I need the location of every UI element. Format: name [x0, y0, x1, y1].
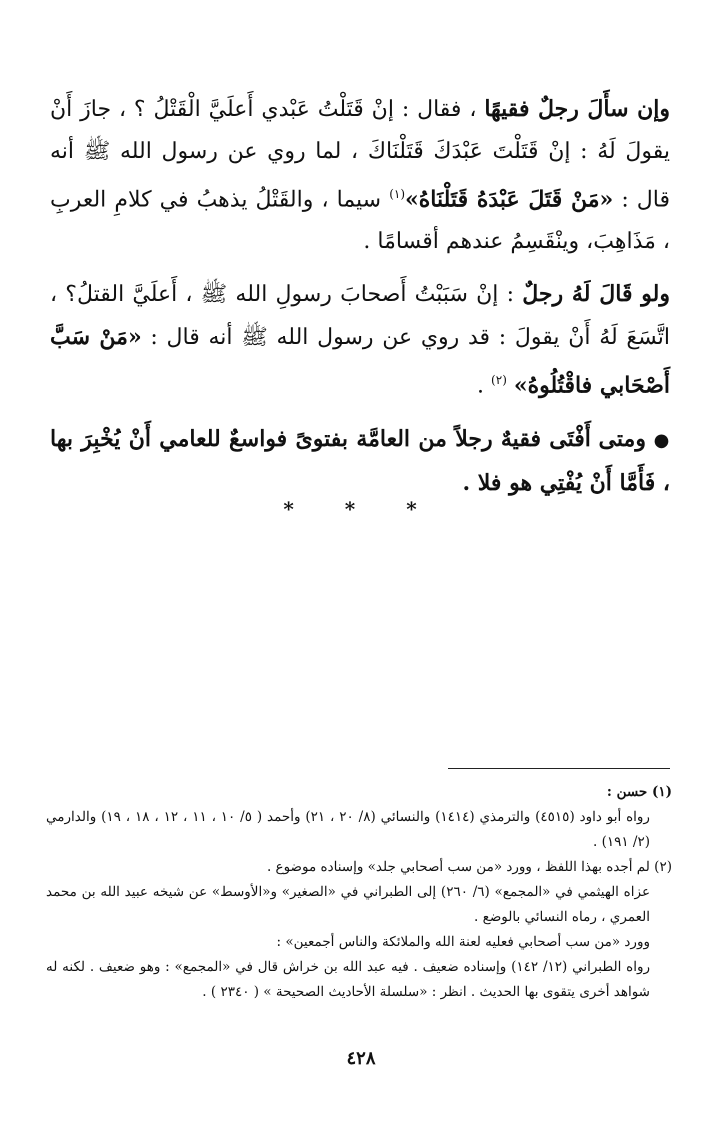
footnote-1-body: رواه أبو داود (٤٥١٥) والترمذي (١٤١٤) والنسائي (٨/ ٢٠ ، ٢١) وأحمد ( ٥/ ١٠ ، ١١ ، ١٢ ، ١٨ ، ١٩) والدارمي (٢/ ١٩١) .: [46, 809, 650, 850]
section-divider: * * *: [283, 497, 439, 521]
paragraph-3: [50, 418, 670, 505]
page-number: ٤٢٨: [346, 1048, 376, 1069]
footnote-2-line-1: عزاه الهيثمي في «المجمع» (٦/ ٢٦٠) إلى الطبراني في «الصغير» و«الأوسط» عن شيخه عبيد الله بن محمد العمري ، رماه النسائي بالوضع .: [46, 884, 651, 925]
footnote-ref-1: (١): [389, 187, 406, 201]
footnotes: [46, 780, 672, 1005]
paragraph-1: [50, 88, 670, 263]
bullet-icon: ●: [653, 429, 670, 451]
footnote-rule: [448, 768, 670, 769]
footnote-2-line-2: وورد «من سب أصحابي فعليه لعنة الله والملائكة والناس أجمعين» :: [276, 934, 650, 950]
paragraph-1-text: ، فقال : إنْ قَتَلْتُ عَبْدي أَعلَيَّ الْقَتْلُ ؟ ، جازَ أَنْ يقولَ لَهُ : إنْ قَتَلْتَ عَبْدَكَ قَتَلْنَاكَ ، لما روي عن رسول الله ﷺ أنه قال :: [50, 97, 670, 213]
paragraph-2-text: : إنْ سَبَبْتُ أَصحابَ رسولِ الله ﷺ ، أَعلَيَّ القتلُ؟ ، اتَّسَعَ لَهُ أَنْ يقولَ : قد روي عن رسول الله ﷺ أنه قال :: [50, 282, 670, 351]
footnote-ref-2: (٢): [491, 373, 507, 388]
paragraph-2: [50, 273, 670, 407]
footnote-2-head: (٢) لم أجده بهذا اللفظ ، وورد «من سب أصحابي جلد» وإسناده موضوع .: [266, 859, 672, 875]
footnote-2-line-3: رواه الطبراني (١٢/ ١٤٢) وإسناده ضعيف . فيه عبد الله بن خراش قال في «المجمع» : وهو ضعيف . لكنه له شواهد أخرى يتقوى بها الحديث . انظر : «سلسلة الأحاديث الصحيحة » ( ٢٣٤٠ ) .: [46, 959, 650, 1000]
hadith-quote-2: «مَنْ سَبَّ أَصْحَابي فاقْتُلُوهُ»: [50, 324, 670, 399]
paragraph-2-lead: ولو قَالَ لَهُ رجلٌ: [522, 281, 671, 308]
paragraph-1-lead: وإن سأَلَ رجلٌ فقيهًا: [484, 96, 670, 122]
main-text: [50, 88, 670, 505]
paragraph-3-text: ومتى أَفْتَى فقيهٌ رجلاً من العامَّة بفتوىً فواسعٌ للعامي أَنْ يُخْبِرَ بها ، فَأَمَّا أَنْ يُفْتِي هو فلا .: [50, 425, 670, 496]
footnote-1-head: (١) حسن :: [606, 784, 672, 800]
paragraph-1-tail: سيما ، والقَتْلُ يذهبُ في كلامِ العربِ ، مَذَاهِبَ، وينْقَسِمُ عندهم أقسامًا .: [50, 187, 670, 255]
paragraph-2-tail: .: [477, 373, 485, 399]
hadith-quote-1: «مَنْ قَتَلَ عَبْدَهُ قَتَلْنَاهُ»: [405, 186, 614, 213]
